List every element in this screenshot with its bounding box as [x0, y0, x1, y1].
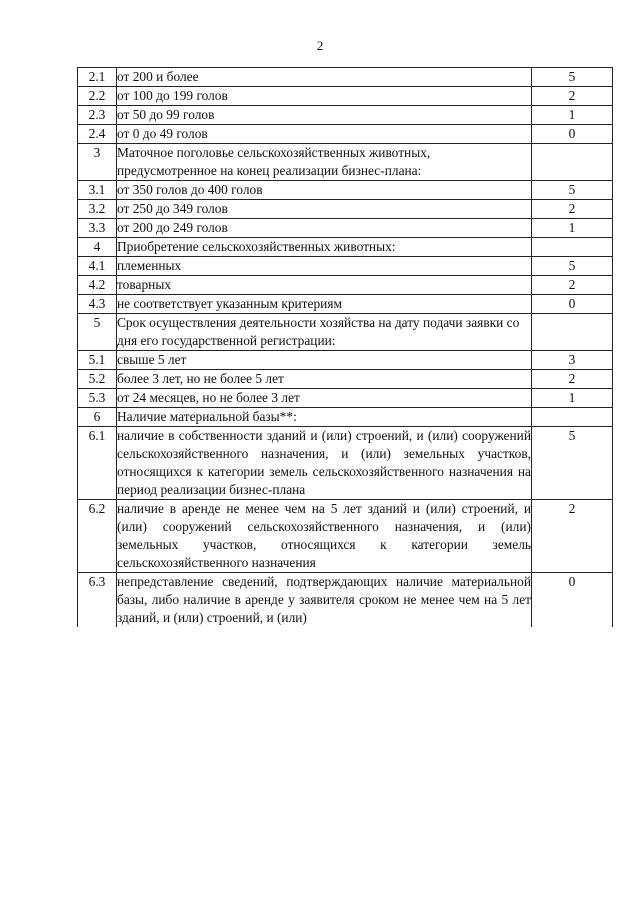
row-score: 0: [532, 295, 613, 314]
row-score: 5: [532, 427, 613, 500]
row-score: 2: [532, 500, 613, 573]
row-number: 2.2: [78, 87, 117, 106]
table-row: [78, 295, 613, 314]
table-row: [78, 408, 613, 427]
row-number: 6.2: [78, 500, 117, 573]
row-criterion: не соответствует указанным критериям: [117, 295, 532, 314]
table-row: [78, 351, 613, 370]
row-score: 5: [532, 181, 613, 200]
row-number: 5: [78, 314, 117, 351]
row-criterion: от 50 до 99 голов: [117, 106, 532, 125]
row-number: 5.1: [78, 351, 117, 370]
table-row: [78, 68, 613, 87]
criteria-table: [77, 67, 613, 627]
row-score: 3: [532, 351, 613, 370]
row-score: 0: [532, 573, 613, 628]
row-number: 2.4: [78, 125, 117, 144]
row-number: 5.3: [78, 389, 117, 408]
row-score: 2: [532, 200, 613, 219]
row-criterion: наличие в аренде не менее чем на 5 лет зданий и (или) строений, и (или) сооружений сельскохозяйственного назначения, и (или) земельных участков, относящихся к категории земель сельскохозяйственного назначения: [117, 500, 532, 573]
table-row: [78, 314, 613, 351]
row-criterion: Срок осуществления деятельности хозяйства на дату подачи заявки со дня его государственной регистрации:: [117, 314, 532, 351]
table-row: [78, 276, 613, 295]
table-row: [78, 219, 613, 238]
row-criterion: племенных: [117, 257, 532, 276]
row-number: 4.3: [78, 295, 117, 314]
table-row: [78, 144, 613, 181]
row-score: [532, 408, 613, 427]
row-criterion: Маточное поголовье сельскохозяйственных животных, предусмотренное на конец реализации бизнес-плана:: [117, 144, 532, 181]
row-score: 5: [532, 68, 613, 87]
row-score: 5: [532, 257, 613, 276]
row-criterion: непредставление сведений, подтверждающих наличие материальной базы, либо наличие в аренде у заявителя сроком не менее чем на 5 лет зданий, и (или) строений, и (или): [117, 574, 531, 625]
table-row: [78, 125, 613, 144]
row-number: 2.3: [78, 106, 117, 125]
row-score: 0: [532, 125, 613, 144]
row-criterion: от 24 месяцев, но не более 3 лет: [117, 389, 532, 408]
table-row: [78, 427, 613, 500]
row-score: 2: [532, 87, 613, 106]
row-number: 5.2: [78, 370, 117, 389]
row-number: 3.1: [78, 181, 117, 200]
row-number: 6: [78, 408, 117, 427]
row-criterion: товарных: [117, 276, 532, 295]
row-number: 2.1: [78, 68, 117, 87]
table-row: [78, 106, 613, 125]
table-row: [78, 87, 613, 106]
row-number: 4.1: [78, 257, 117, 276]
row-number: 3.3: [78, 219, 117, 238]
table-row: [78, 181, 613, 200]
row-score: [532, 314, 613, 351]
row-number: 3.2: [78, 200, 117, 219]
row-criterion: более 3 лет, но не более 5 лет: [117, 370, 532, 389]
row-criterion: от 200 и более: [117, 68, 532, 87]
row-score: 2: [532, 370, 613, 389]
row-score: 1: [532, 106, 613, 125]
row-criterion: наличие в собственности зданий и (или) строений, и (или) сооружений сельскохозяйственного назначения, и (или) земельных участков, относящихся к категории земель сельскохозяйственного назначения на период реализации бизнес-плана: [117, 427, 532, 500]
table-row: [78, 573, 613, 628]
table-row: [78, 389, 613, 408]
row-criterion: от 200 до 249 голов: [117, 219, 532, 238]
row-criterion: от 0 до 49 голов: [117, 125, 532, 144]
table-row: [78, 257, 613, 276]
row-number: 6.3: [78, 573, 117, 628]
row-score: [532, 144, 613, 181]
row-criterion: от 350 голов до 400 голов: [117, 181, 532, 200]
row-criterion: от 250 до 349 голов: [117, 200, 532, 219]
row-number: 4.2: [78, 276, 117, 295]
row-score: 1: [532, 219, 613, 238]
row-criterion: Приобретение сельскохозяйственных животных:: [117, 238, 532, 257]
row-criterion: свыше 5 лет: [117, 351, 532, 370]
table-row: [78, 200, 613, 219]
row-number: 3: [78, 144, 117, 181]
row-score: [532, 238, 613, 257]
row-criterion: от 100 до 199 голов: [117, 87, 532, 106]
row-number: 4: [78, 238, 117, 257]
table-row: [78, 500, 613, 573]
table-row: [78, 238, 613, 257]
page-number: 2: [316, 38, 324, 53]
row-score: 1: [532, 389, 613, 408]
table-row: [78, 370, 613, 389]
row-number: 6.1: [78, 427, 117, 500]
row-score: 2: [532, 276, 613, 295]
row-criterion: Наличие материальной базы**:: [117, 408, 532, 427]
